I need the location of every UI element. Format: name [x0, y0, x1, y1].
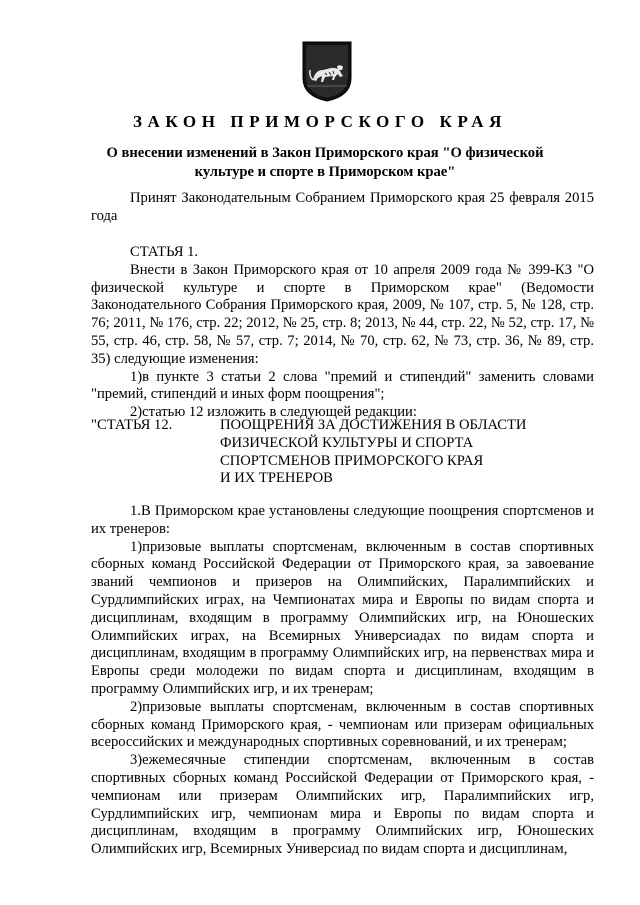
clause-1: 1.В Приморском крае установлены следующие поощрения спортсменов и их тренеров:: [91, 503, 594, 537]
article-1-item-2: 2)статью 12 изложить в следующей редакции:: [130, 404, 417, 421]
article-12-title: [220, 417, 600, 488]
article-12-title-line: ФИЗИЧЕСКОЙ КУЛЬТУРЫ И СПОРТА: [220, 434, 474, 451]
article-12-body: [91, 503, 594, 859]
article-1-item-1: 1)в пункте 3 статьи 2 слова "премий и стипендий" заменить словами "премий, стипендий и иных форм поощрения";: [91, 368, 594, 403]
subtitle-line-1: О внесении изменений в Закон Приморского края "О физической: [106, 145, 544, 161]
clause-1-sub-3: 3)ежемесячные стипендии спортсменам, включенным в состав спортивных сборных команд Российской Федерации от Приморского края, - чемпионам или призерам Олимпийских игр, Паралимпийских игр, Сурдлимпийских игр, чемпионам мира и Европы по видам спорта и дисциплинам, входящим в программу Олимпийских игр, Юношеских Олимпийских игр, Всемирных Универсиад по видам спорта и дисциплинам,: [91, 752, 594, 858]
article-12-number: "СТАТЬЯ 12.: [91, 417, 173, 433]
article-1: [91, 244, 594, 422]
article-1-intro: Внести в Закон Приморского края от 10 апреля 2009 года № 399-КЗ "О физической культуре и спорте в Приморском крае" (Ведомости Законодательного Собрания Приморского края, 2009, № 107, стр. 5, № 128, стр. 76; 2011, № 176, стр. 22; 2012, № 25, стр. 8; 2013, № 44, стр. 22, № 52, стр. 17, № 55, стр. 46, стр. 58, № 57, стр. 7; 2014, № 70, стр. 62, № 73, стр. 36, № 89, стр. 35) следующие изменения:: [91, 261, 594, 367]
subtitle-line-2: культуре и спорте в Приморском крае": [194, 164, 456, 180]
coat-of-arms-icon: [301, 40, 353, 102]
article-12-title-line: ПООЩРЕНИЯ ЗА ДОСТИЖЕНИЯ В ОБЛАСТИ: [220, 417, 527, 433]
article-12-title-line: СПОРТСМЕНОВ ПРИМОРСКОГО КРАЯ: [220, 452, 484, 469]
article-1-heading: СТАТЬЯ 1.: [130, 244, 199, 260]
adoption-text: Принят Законодательным Собранием Приморского края 25 февраля 2015 года: [91, 190, 594, 224]
article-12-title-line: И ИХ ТРЕНЕРОВ: [220, 470, 333, 487]
law-title: ЗАКОН ПРИМОРСКОГО КРАЯ: [132, 112, 508, 131]
clause-1-sub-1: 1)призовые выплаты спортсменам, включенным в состав спортивных сборных команд Российской Федерации от Приморского края, за завоевание званий чемпионов и призеров на Олимпийских, Паралимпийских и Сурдлимпийских играх, на Чемпионатах мира и Европы по видам спорта и дисциплинам, входящим в программу Олимпийских игр, на Юношеских Олимпийских играх, на Всемирных Универсиадах по видам спорта и дисциплинам, входящим в программу Олимпийских игр, на первенствах мира и Европы среди молодежи по видам спорта и дисциплинам, входящим в программу Олимпийских игр, и их тренерам;: [91, 538, 594, 697]
adoption-note: [91, 190, 594, 226]
law-subtitle: [90, 144, 560, 182]
clause-1-sub-2: 2)призовые выплаты спортсменам, включенным в состав спортивных сборных команд Приморского края, - чемпионам или призерам официальных всероссийских и международных спортивных соревнований, и их тренерам;: [91, 698, 594, 751]
